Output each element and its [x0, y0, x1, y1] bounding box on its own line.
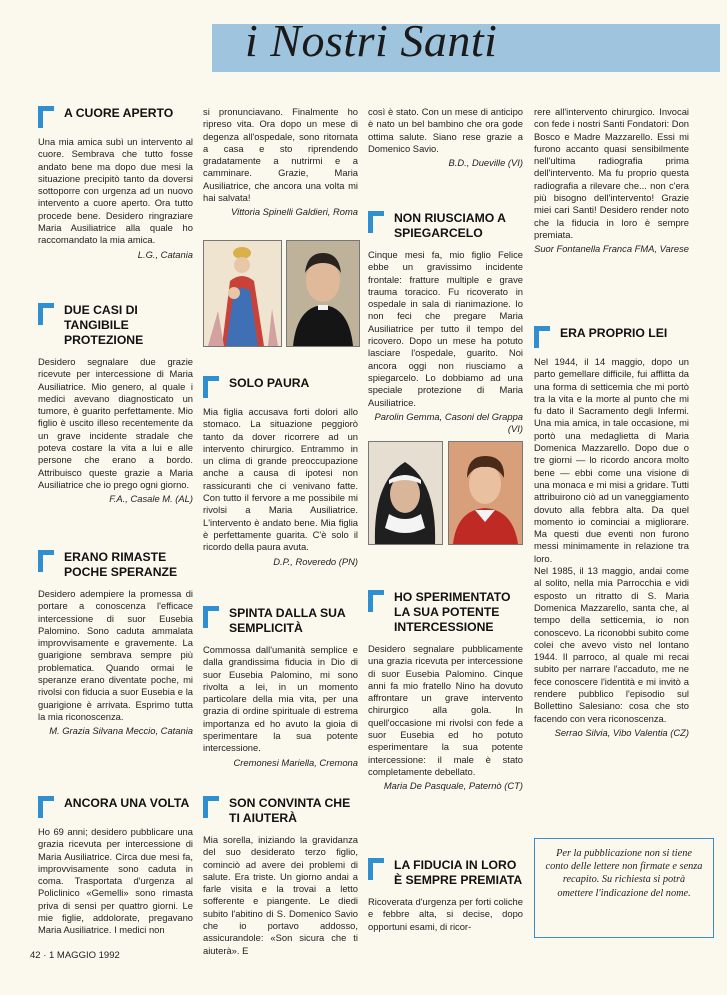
article-due-casi [38, 303, 193, 506]
article-era-proprio-lei [534, 326, 689, 739]
article-heading: DUE CASI DI TANGIBILE PROTEZIONE [64, 303, 144, 347]
page-title: i Nostri Santi [245, 15, 498, 66]
article-text: Desidero segnalare pubblicamente una grazia ricevuta per intercessione di suor Eusebia Palomino. Cinque anni fa mio fratello Nino ha dovuto affrontare un grave intervento chirurgico alla gola. In quell'occasione mi rivolsi con fede a suor Eusebia ed ho potuto esperimentare la sua potente intercessione: il male è stato completamente debellato. [368, 643, 523, 777]
article-heading: SON CONVINTA CHE TI AIUTERÀ [229, 796, 351, 825]
article-ancora-una-volta [38, 796, 193, 937]
portrait-boy-icon [449, 442, 522, 544]
article-solo-paura [203, 376, 358, 568]
publication-notice-box [534, 838, 714, 938]
photo-don-bosco [286, 240, 360, 347]
article-signature: L.G., Catania [137, 248, 193, 260]
heading-marker-icon [38, 303, 58, 325]
article-text: Desidero adempiere la promessa di portare a conoscenza l'efficace intercessione di suor Eusebia Palomino. Sono caduta ammalata improvvisamente e gravemente. La guarigione sembrava sempre più problematica. Quando ormai le speranze erano diventate poche, mi rivolsi con fiducia a suor Eusebia e la guarigione è arrivata. Esprimo tutta la mia riconoscenza. [38, 588, 193, 722]
heading-marker-icon [368, 858, 388, 880]
article-spinta-dalla [203, 606, 358, 769]
article-a-cuore-aperto [38, 106, 193, 261]
article-text: Una mia amica subì un intervento al cuore. Sembrava che tutto fosse andato bene ma dopo due mesi la situazione precipitò tanto da doversi sottoporre con urgenza ad un nuovo intervento a cuore aperto. Ora tutto procede bene. Desidero ringraziare Maria Ausiliatrice alla quale ho raccomandato la mia amica. [38, 136, 193, 246]
article-signature: Suor Fontanella Franca FMA, Varese [534, 243, 689, 255]
article-text: Commossa dall'umanità semplice e dalla grandissima fiducia in Dio di suor Eusebia Palomino, mi sono rivolta a lei, in un momento particolare della mia vita, per una grazia di ordine spirituale di estrema importanza ed ho avuto la gioia di sperimentare la sua potente intercessione. [203, 644, 358, 754]
article-heading: ERA PROPRIO LEI [560, 326, 668, 340]
article-heading: NON RIUSCIAMO A SPIEGARCELO [394, 211, 506, 240]
heading-marker-icon [368, 211, 388, 233]
portrait-nun-icon [369, 442, 442, 544]
heading-marker-icon [203, 376, 223, 398]
article-heading: HO SPERIMENTATO LA SUA POTENTE INTERCESSIONE [394, 590, 511, 634]
article-heading: A CUORE APERTO [64, 106, 174, 120]
madonna-statue-icon [204, 241, 281, 346]
article-text: Nel 1944, il 14 maggio, dopo un parto gemellare difficile, fui afflitta da una forma di setticemia che mi portò tra la vita e la morte al punto che mi fu dato il Sacramento degli Infermi. Una mia amica, in tale occasione, mi portò una medaglietta di Maria Domenica Mazzarello. Dopo due o tre giorni — lo ricordo ancora molto bene — ebbi come una visione di una monaca e mi misi a gridare. Tutti attribuirono ciò ad un vaneggiamento dovuto alla febbra alta. Da quel momento io cominciai a migliorare. Ma questi due eventi non furono messi minimamente in relazione tra loro. [534, 356, 689, 564]
publication-notice-text: Per la pubblicazione non si tiene conto delle lettere non firmate e senza recapito. Su richiesta si potrà omettere l'indicazione del nome. [545, 848, 703, 899]
article-text: Ho 69 anni; desidero pubblicare una grazia ricevuta per intercessione di Maria Ausiliatrice. Circa due mesi fa, improvvisamente sono caduta in coma. Trasportata d'urgenza al Policlinico «Gemelli» sono rimasta priva di sensi per quattro giorni. Le mie figlie, addolorate, pregavano Maria Ausiliatrice. I medici non [38, 826, 193, 936]
article-signature: Maria De Pasquale, Paternò (CT) [383, 780, 523, 792]
page-footer: 42 · 1 MAGGIO 1992 [30, 950, 120, 961]
heading-marker-icon [203, 796, 223, 818]
photo-domenico-savio [448, 441, 523, 545]
portrait-priest-icon [287, 241, 359, 346]
article-signature: Cremonesi Mariella, Cremona [233, 756, 358, 768]
article-son-convinta [203, 796, 358, 957]
article-non-riusciamo [368, 211, 523, 435]
article-text: così è stato. Con un mese di anticipo è nato un bel bambino che ora gode ottima salute. Siano rese grazie a Domenico Savio. [368, 106, 523, 154]
article-signature: M. Grazia Silvana Meccio, Catania [49, 725, 193, 737]
article-signature: Vittoria Spinelli Galdieri, Roma [231, 206, 358, 218]
article-signature: Parolin Gemma, Casoni del Grappa (VI) [374, 410, 523, 435]
article-signature: Serrao Silvia, Vibo Valentia (CZ) [554, 726, 689, 738]
article-heading: LA FIDUCIA IN LORO È SEMPRE PREMIATA [394, 858, 523, 887]
article-signature: B.D., Dueville (VI) [448, 157, 523, 169]
article-text: si pronunciavano. Finalmente ho ripreso vita. Ora dopo un mese di degenza all'ospedale, sono ritornata a casa e sto riprendendo gradatamente a nutrirmi e a camminare. Grazie, Maria Ausiliatrice, che ancora una volta mi hai salvata! [203, 106, 358, 204]
heading-marker-icon [38, 796, 58, 818]
article-signature: D.P., Roveredo (PN) [273, 555, 358, 567]
article-text-continued: Nel 1985, il 13 maggio, andai come al solito, nella mia Parrocchia e vidi esposto un ritratto di S. Maria Domenica Mazzarello, santa che, al tempo della setticemia, io non conoscevo. La riconobbi subito come colei che avevo visto nel lontano 1944. Il parroco, al quale mi recai subito per narrare l'accaduto, me ne fece conoscere l'identità e mi invitò a rendere pubblico l'episodio sul Bollettino Salesiano: cosa che sto facendo con vera riconoscenza. [534, 565, 689, 724]
article-continued-vittoria [203, 106, 358, 219]
article-text: Mia figlia accusava forti dolori allo stomaco. La situazione peggiorò tanto da dover ricorrere ad un intervento chirurgico. Entrammo in un clima di grande preoccupazione anche a causa di ipotesi non rassicuranti che ci venivano fatte. Con tutto il fervore a me possibile mi rivolsi a Maria Ausiliatrice. L'intervento è andato bene. Mia figlia è perfettamente guarita. C'è solo il ricordo della paura avuta. [203, 406, 358, 553]
article-text: Cinque mesi fa, mio figlio Felice ebbe un gravissimo incidente frontale: fratture multiple e grave trauma toracico. Fu ricoverato in ospedale in sala di rianimazione. Io non feci che pregare Maria Ausiliatrice per tutto il tempo del ricovero. Dopo un mese ha potuto lasciare l'ospedale, guarito. Noi ancora oggi non riusciamo a spiegarcelo. Lo dobbiamo ad una speciale protezione di Maria Ausiliatrice. [368, 249, 523, 408]
article-text: Mia sorella, iniziando la gravidanza del suo desiderato terzo figlio, cominciò ad avere dei problemi di salute. Era triste. Un giorno andai a farle visita e la trovai a letto sofferente e piangente. Le diedi subito l'abitino di S. Domenico Savio che io portavo addosso, assicurandole: «Son sicura che ti aiuterà». E [203, 834, 358, 956]
heading-marker-icon [38, 550, 58, 572]
article-continued-savio [368, 106, 523, 169]
article-continued-fondatori [534, 106, 689, 256]
article-text: Ricoverata d'urgenza per forti coliche e febbre alta, si decise, dopo opportuni esami, di ricor- [368, 896, 523, 932]
heading-marker-icon [368, 590, 388, 612]
article-heading: ERANO RIMASTE POCHE SPERANZE [64, 550, 178, 579]
photo-madre-mazzarello [368, 441, 443, 545]
article-heading: SOLO PAURA [229, 376, 310, 390]
article-heading: SPINTA DALLA SUA SEMPLICITÀ [229, 606, 346, 635]
article-signature: F.A., Casale M. (AL) [109, 493, 193, 505]
article-text: rere all'intervento chirurgico. Invocai con fede i nostri Santi Fondatori: Don Bosco e Madre Mazzarello. Essi mi furono accanto quasi sensibilmente nell'ultima radiografia prima dell'intervento. Ma fu proprio questa radiografia a rilevare che... non c'era più bisogno dell'intervento! Grazie miei cari Santi! Desidero render noto che la fiducia in loro è sempre premiata. [534, 106, 689, 240]
article-erano-rimaste [38, 550, 193, 738]
photo-madonna-ausiliatrice [203, 240, 282, 347]
article-heading: ANCORA UNA VOLTA [64, 796, 190, 810]
article-text: Desidero segnalare due grazie ricevute per intercessione di Maria Ausiliatrice. Mio genero, al quale i medici avevano diagnosticato un tumore, è guarito perfettamente. Mio figlio è uscito illeso recentemente da un grave incidente stradale che poteva costare la vita a lui e alle persone che erano a bordo. Attribuisco queste grazie a Maria Ausiliatrice che io prego ogni giorno. [38, 356, 193, 490]
heading-marker-icon [203, 606, 223, 628]
heading-marker-icon [38, 106, 58, 128]
article-ho-sperimentato [368, 590, 523, 793]
article-la-fiducia [368, 858, 523, 933]
heading-marker-icon [534, 326, 554, 348]
